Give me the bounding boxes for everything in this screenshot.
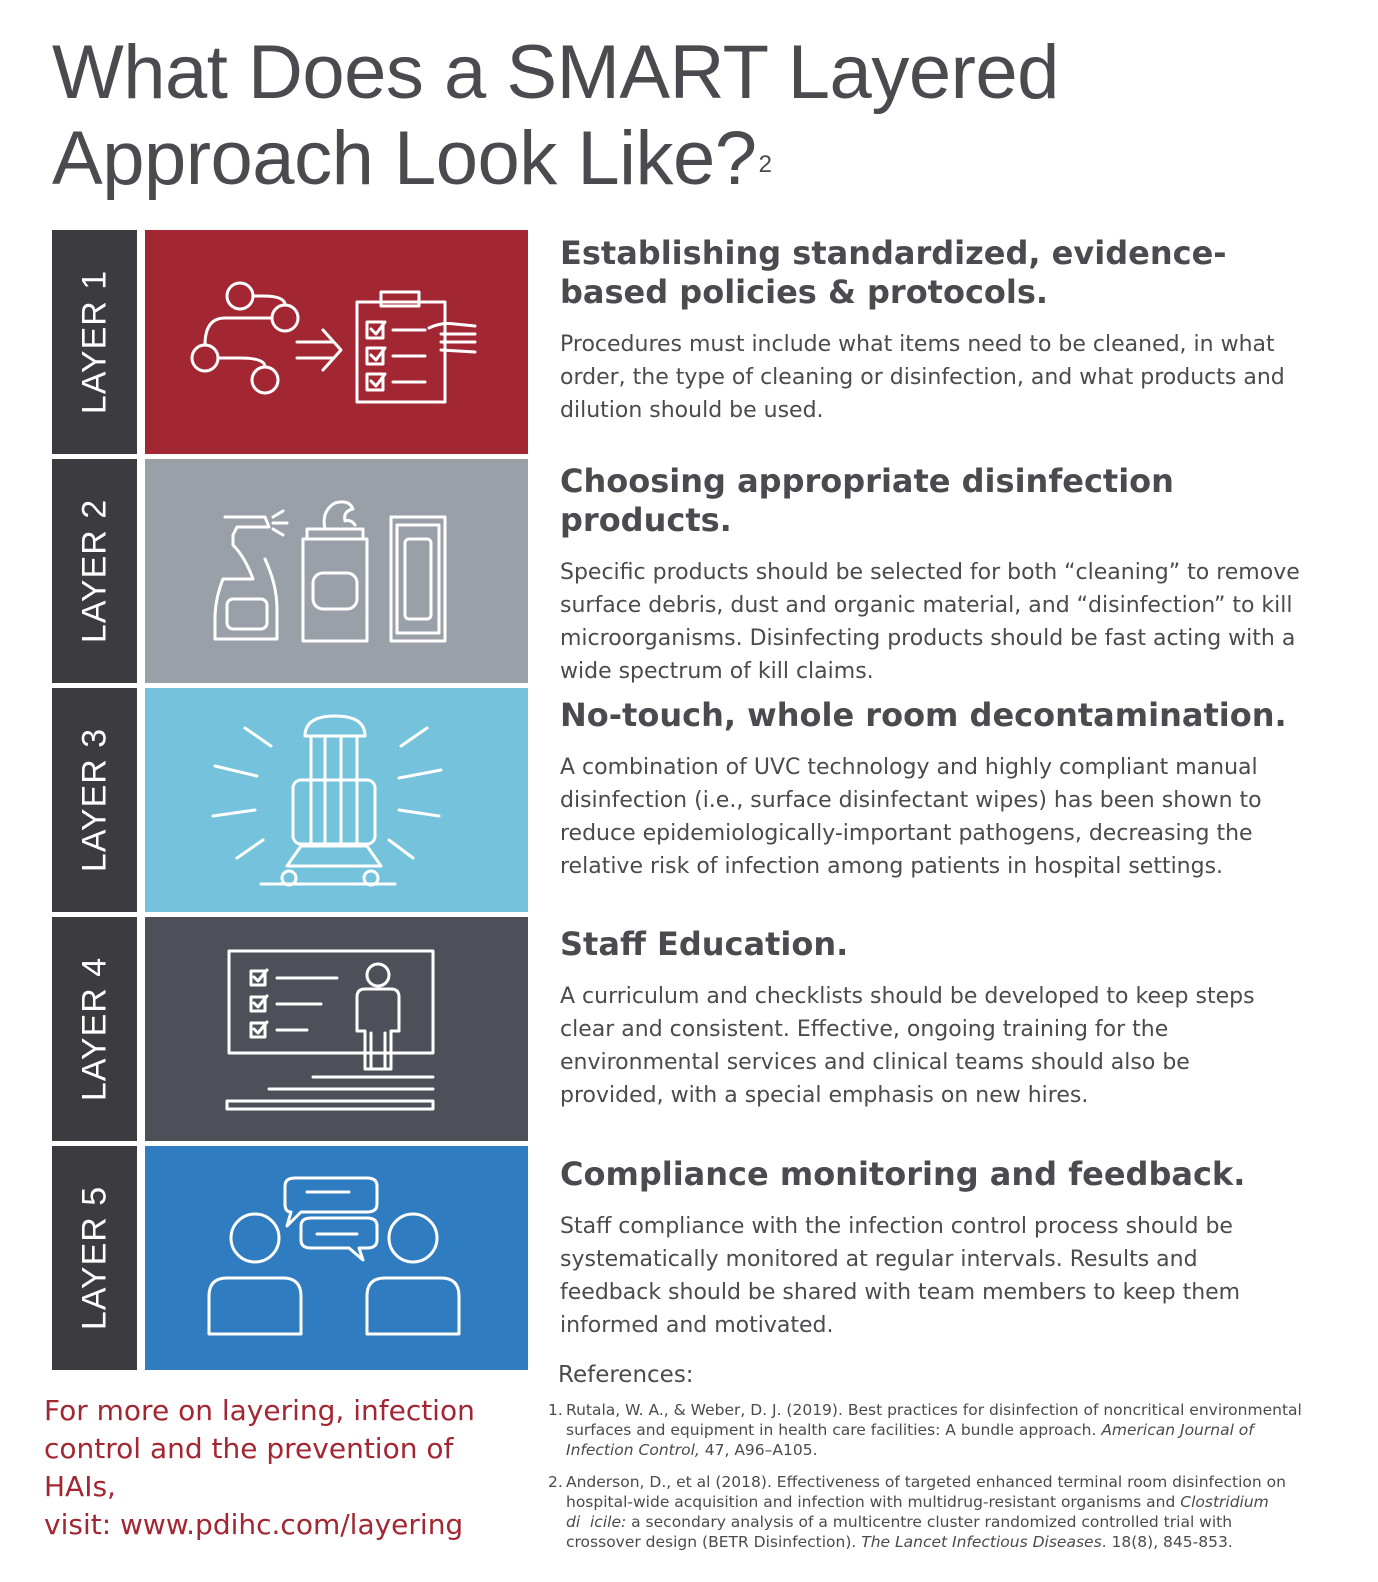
reference-1	[548, 1400, 1306, 1460]
title-line-2-text: Approach Look Like?	[52, 116, 757, 201]
layer-4-label: LAYER 4	[75, 956, 113, 1102]
layer-1-content	[560, 234, 1300, 427]
layer-3-heading: No-touch, whole room decontamination.	[560, 696, 1287, 734]
layer-1-tab	[52, 230, 137, 454]
callout-line-2: control and the prevention of HAIs,	[44, 1432, 454, 1503]
layer-2-panel	[145, 459, 528, 683]
layer-4-tab	[52, 917, 137, 1141]
uvc-device-icon	[145, 688, 528, 912]
title-line-1: What Does a SMART Layered	[52, 30, 1059, 115]
callout-line-3[interactable]: visit: www.pdihc.com/layering	[44, 1508, 464, 1541]
workflow-checklist-icon	[145, 230, 528, 454]
layer-5-panel	[145, 1146, 528, 1370]
more-info-callout	[44, 1392, 524, 1544]
reference-2-volume: . 18(8), 845-853.	[1101, 1533, 1233, 1551]
callout-line-1: For more on layering, infection	[44, 1394, 475, 1427]
layer-3-panel	[145, 688, 528, 912]
reference-2-organism: Clostridium di icile:	[566, 1493, 1269, 1531]
layer-4-heading: Staff Education.	[560, 925, 849, 963]
layer-3-content	[560, 696, 1300, 883]
reference-1-journal: American Journal of Infection Control,	[566, 1421, 1254, 1459]
disinfection-products-icon	[145, 459, 528, 683]
reference-2-text: Anderson, D., et al (2018). Effectiveness of targeted enhanced terminal room disinfection on hospital-wide acquisition and infection with multidrug-resistant organisms and	[566, 1473, 1286, 1511]
layer-2-content	[560, 462, 1300, 688]
reference-2-text-mid: a secondary analysis of a multicentre cluster randomized controlled trial with crossover design (BETR Disinfection).	[566, 1513, 1233, 1551]
references-heading: References:	[558, 1362, 694, 1388]
layer-1-label: LAYER 1	[75, 269, 113, 415]
reference-2-number: 2.	[548, 1473, 563, 1491]
page-title	[52, 30, 1059, 202]
layer-2-heading: Choosing appropriate disinfection products.	[560, 462, 1174, 539]
layer-3-label: LAYER 3	[75, 727, 113, 873]
layer-2-body: Specific products should be selected for both “cleaning” to remove surface debris, dust and organic material, and “disinfection” to kill microorganisms. Disinfecting products should be fast acting with a wide spectrum of kill claims.	[560, 560, 1300, 684]
staff-training-icon	[145, 917, 528, 1141]
reference-1-number: 1.	[548, 1401, 563, 1419]
layer-5-label: LAYER 5	[75, 1185, 113, 1331]
layer-4-panel	[145, 917, 528, 1141]
layer-4-content	[560, 925, 1300, 1112]
conversation-feedback-icon	[145, 1146, 528, 1370]
layer-1-heading: Establishing standardized, evidence-based policies & protocols.	[560, 234, 1227, 311]
reference-2	[548, 1472, 1306, 1552]
layer-4-body: A curriculum and checklists should be developed to keep steps clear and consistent. Effective, ongoing training for the environmental services and clinical teams should also be provided, with a special emphasis on new hires.	[560, 984, 1255, 1108]
title-footnote-marker: 2	[758, 151, 772, 178]
layer-5-tab	[52, 1146, 137, 1370]
layer-5-content	[560, 1155, 1300, 1342]
title-line-2	[52, 116, 1059, 202]
reference-1-volume: 47, A96–A105.	[699, 1441, 818, 1459]
reference-1-text: Rutala, W. A., & Weber, D. J. (2019). Best practices for disinfection of noncritical environmental surfaces and equipment in health care facilities: A bundle approach.	[566, 1401, 1302, 1439]
layer-5-body: Staff compliance with the infection control process should be systematically monitored at regular intervals. Results and feedback should be shared with team members to keep them informed and motivated.	[560, 1214, 1241, 1338]
layer-3-tab	[52, 688, 137, 912]
reference-2-journal: The Lancet Infectious Diseases	[861, 1533, 1102, 1551]
layer-2-label: LAYER 2	[75, 498, 113, 644]
layer-1-panel	[145, 230, 528, 454]
layer-2-tab	[52, 459, 137, 683]
layer-5-heading: Compliance monitoring and feedback.	[560, 1155, 1246, 1193]
layer-1-body: Procedures must include what items need to be cleaned, in what order, the type of cleaning or disinfection, and what products and dilution should be used.	[560, 332, 1285, 423]
layer-3-body: A combination of UVC technology and highly compliant manual disinfection (i.e., surface disinfectant wipes) has been shown to reduce epidemiologically-important pathogens, decreasing the relative risk of infection among patients in hospital settings.	[560, 755, 1262, 879]
